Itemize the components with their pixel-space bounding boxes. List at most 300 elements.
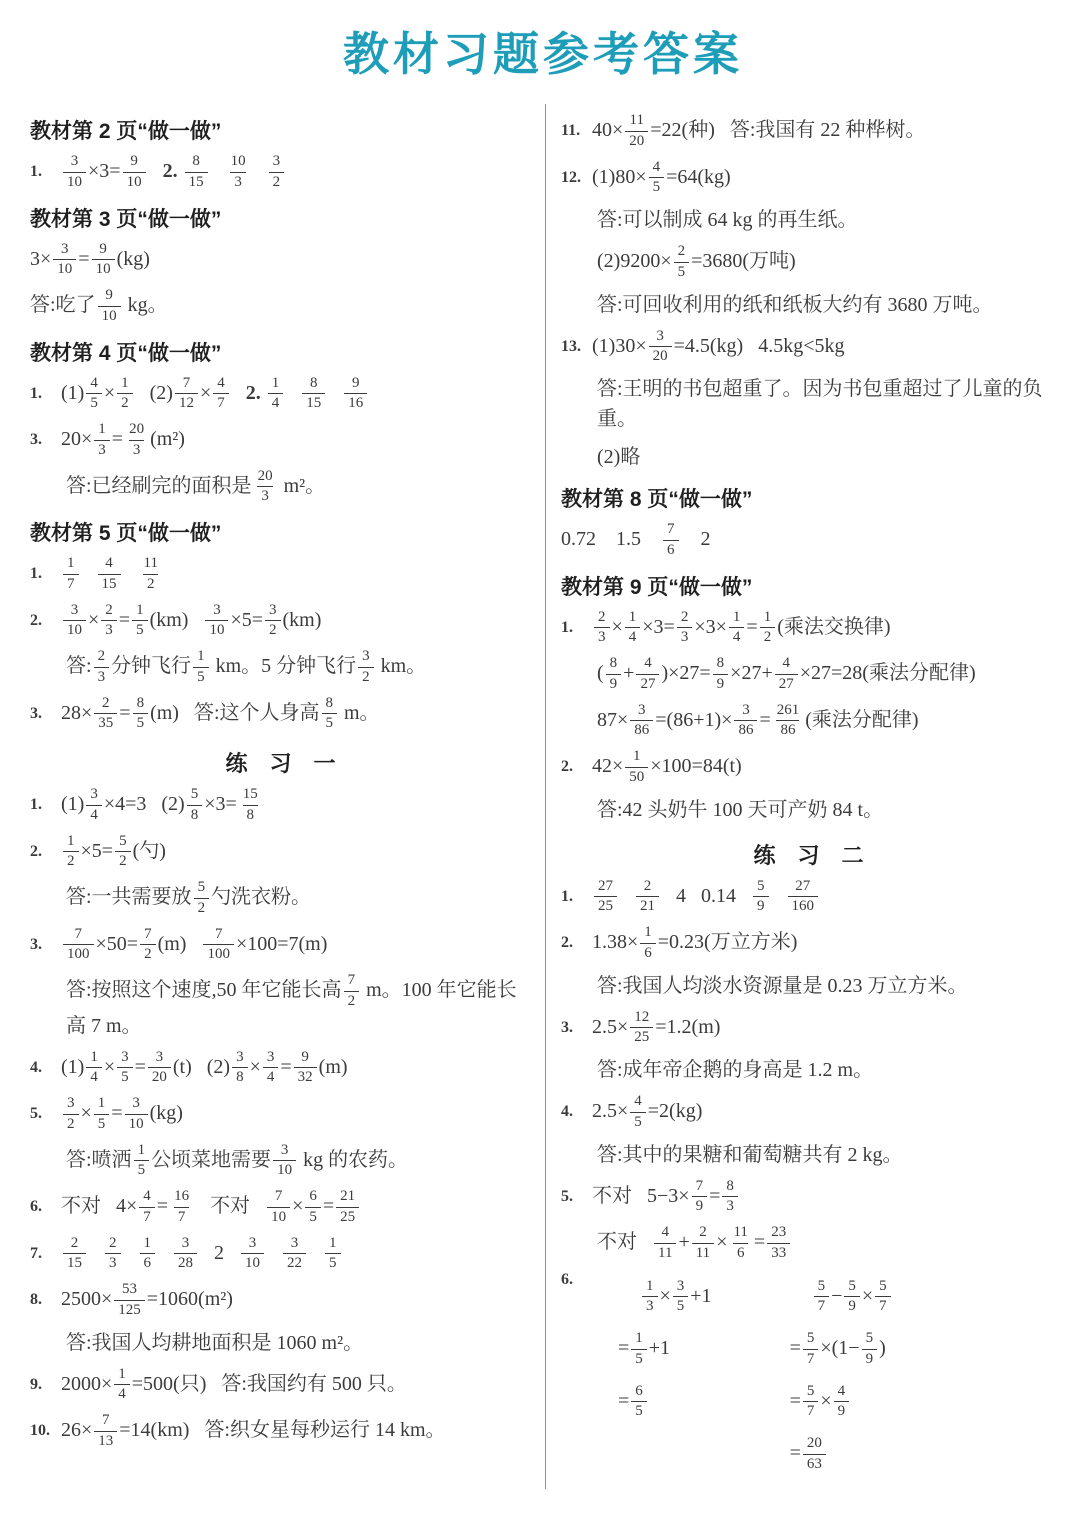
fraction-denominator: 2 <box>63 851 79 870</box>
fraction-numerator: 3 <box>290 1234 299 1251</box>
fraction-numerator: 3 <box>638 701 646 718</box>
numbered-line <box>561 924 1056 963</box>
item-number: 1. <box>561 618 573 636</box>
section-heading: 教材第 2 页“做一做” <box>30 120 222 143</box>
fraction <box>625 113 648 150</box>
line-content: 26× $\frac{7}{13}$ =14(km) 答:织女星每秒运行 14 km。 <box>61 1412 446 1449</box>
fraction <box>814 1279 830 1316</box>
fraction-numerator: 7 <box>274 1188 283 1204</box>
fraction <box>788 879 819 916</box>
fraction-numerator: 8 <box>136 694 145 711</box>
fraction-numerator: 1 <box>118 1365 126 1382</box>
fraction-denominator: 2 <box>117 393 133 412</box>
fraction-denominator: 10 <box>241 1253 264 1272</box>
line-content: 1.38× $\frac{1}{6}$ =0.23(万立方米) <box>592 924 798 961</box>
fraction-numerator: 3 <box>121 1048 129 1065</box>
fraction-denominator: 22 <box>283 1253 306 1272</box>
fraction-denominator: 33 <box>767 1243 790 1262</box>
fraction-numerator: 5 <box>190 786 199 802</box>
fraction-denominator: 9 <box>844 1296 860 1315</box>
fraction <box>322 696 338 733</box>
fraction-denominator: 3 <box>230 172 246 191</box>
fraction <box>175 376 198 413</box>
fraction <box>268 376 284 413</box>
fraction-numerator: 7 <box>182 374 191 391</box>
fraction-numerator: 2 <box>97 648 106 664</box>
fraction-denominator: 100 <box>63 944 94 963</box>
fraction-numerator: 20 <box>806 1435 822 1451</box>
work-line: = $\frac{6}{5}$ <box>618 1383 712 1422</box>
fraction <box>94 422 110 459</box>
fraction-denominator: 7 <box>803 1401 819 1420</box>
fraction-denominator: 4 <box>86 1067 102 1086</box>
line-content: $\frac{27}{25}$ $\frac{2}{21}$ 4 0.14 $\frac{5}{9}$ $\frac{27}{160}$ <box>592 878 1056 917</box>
numbered-line <box>561 1178 1056 1217</box>
fraction-numerator: 1 <box>628 608 637 625</box>
fraction-numerator: 3 <box>280 1141 289 1158</box>
fraction-numerator: 2 <box>643 877 652 894</box>
fraction-denominator: 5 <box>322 713 338 732</box>
line-content: 答:按照这个速度,50 年它能长高 $\frac{7}{2}$ m。100 年它能长高 7 m。 <box>66 972 517 1037</box>
fraction <box>325 1236 341 1273</box>
work-line: = $\frac{5}{7}$ × $\frac{4}{9}$ <box>790 1383 893 1422</box>
item-number: 12. <box>561 168 581 186</box>
fraction-numerator: 1 <box>197 648 205 664</box>
fraction <box>86 1050 102 1087</box>
numbered-line <box>561 878 1056 917</box>
fraction-numerator: 7 <box>74 925 82 942</box>
fraction-denominator: 5 <box>94 1114 110 1133</box>
fraction-denominator: 10 <box>125 1114 148 1133</box>
fraction-denominator: 3 <box>94 440 110 459</box>
item-number: 9. <box>30 1375 42 1393</box>
numbered-line <box>30 695 531 734</box>
line-content <box>61 555 531 594</box>
fraction <box>673 1279 689 1316</box>
line-content: (1)30× $\frac{3}{20}$ =4.5(kg) 4.5kg<5kg <box>592 327 845 365</box>
fraction-denominator: 4 <box>729 627 745 646</box>
fraction-denominator: 6 <box>733 1243 749 1262</box>
fraction-numerator: 7 <box>347 972 356 988</box>
fraction-numerator: 1 <box>633 748 641 764</box>
fraction-denominator: 3 <box>722 1196 738 1215</box>
fraction-numerator: 1 <box>646 1277 654 1294</box>
fraction-denominator: 27 <box>636 674 659 693</box>
item-number: 2. <box>30 611 42 629</box>
fraction-numerator: 3 <box>61 240 69 257</box>
line-content: 答:王明的书包超重了。因为书包重超过了儿童的负重。 <box>597 378 1043 430</box>
fraction-numerator: 21 <box>340 1188 356 1204</box>
fraction-numerator: 8 <box>726 1177 734 1194</box>
fraction-numerator: 4 <box>90 374 98 391</box>
fraction <box>101 603 117 640</box>
fraction <box>98 288 121 325</box>
numbered-line <box>30 1188 531 1227</box>
fraction-denominator: 7 <box>213 393 229 412</box>
text-line <box>30 287 531 326</box>
numbered-line <box>30 1366 531 1405</box>
line-content: (2)9200× $\frac{2}{5}$ =3680(万吨) <box>597 243 796 280</box>
item-number: 10. <box>30 1422 50 1440</box>
fraction <box>273 1143 296 1180</box>
fraction-denominator: 2 <box>63 1114 79 1133</box>
answer-line <box>561 205 1056 235</box>
fraction-denominator: 20 <box>148 1067 171 1086</box>
fraction-numerator: 3 <box>213 601 221 618</box>
fraction <box>803 1436 826 1473</box>
fraction-denominator: 10 <box>92 259 115 278</box>
fraction <box>283 1236 306 1273</box>
fraction-denominator: 27 <box>775 674 798 693</box>
answer-line <box>561 971 1056 1001</box>
fraction-denominator: 4 <box>268 393 284 412</box>
fraction <box>625 610 641 647</box>
fraction-numerator: 5 <box>197 879 206 895</box>
fraction <box>117 1050 133 1087</box>
fraction-numerator: 53 <box>122 1281 138 1297</box>
fraction-denominator: 10 <box>205 620 228 639</box>
fraction <box>305 1189 321 1226</box>
fraction-denominator: 21 <box>636 896 659 915</box>
fraction-numerator: 3 <box>181 1234 190 1251</box>
fraction-denominator: 20 <box>649 346 672 365</box>
line-content: 2000× $\frac{1}{4}$ =500(只) 答:我国约有 500 只。 <box>61 1365 407 1403</box>
fraction-numerator: 20 <box>129 421 145 437</box>
fraction-numerator: 7 <box>214 925 223 942</box>
fraction-numerator: 23 <box>771 1224 787 1240</box>
fraction-denominator: 7 <box>814 1296 830 1315</box>
fraction <box>713 656 729 693</box>
fraction <box>692 1225 714 1262</box>
answer-line <box>561 374 1056 434</box>
line-content: 3× $\frac{3}{10}$ = $\frac{9}{10}$ (kg) <box>30 240 150 278</box>
fraction-numerator: 1 <box>329 1234 337 1251</box>
fraction-denominator: 8 <box>232 1067 248 1086</box>
fraction-denominator: 4 <box>86 805 102 824</box>
fraction <box>92 242 115 279</box>
fraction-numerator: 4 <box>634 1093 642 1109</box>
line-content: $\frac{7}{100}$ ×50= $\frac{7}{2}$ (m) $\frac{7}{100}$ ×100=7(m) <box>61 926 531 965</box>
answer-line <box>561 290 1056 320</box>
answer-line <box>30 879 531 918</box>
answer-line <box>561 795 1056 825</box>
item-number: 3. <box>30 704 42 722</box>
fraction <box>674 244 690 281</box>
fraction-denominator: 3 <box>257 486 273 505</box>
fraction <box>123 154 146 191</box>
fraction-denominator: 2 <box>760 627 776 646</box>
fraction <box>640 925 656 962</box>
fraction-denominator: 50 <box>625 767 648 786</box>
fraction-denominator: 32 <box>294 1067 317 1086</box>
line-content: 28× $\frac{2}{35}$ = $\frac{8}{5}$ (m) 答:这个人身高 $\frac{8}{5}$ m。 <box>61 694 380 732</box>
fraction-denominator: 16 <box>344 393 367 412</box>
fraction-numerator: 3 <box>272 153 281 169</box>
fraction <box>203 927 234 964</box>
fraction-denominator: 3 <box>101 620 117 639</box>
line-content: 答:可回收利用的纸和纸板大约有 3680 万吨。 <box>597 293 993 316</box>
line-content: $\frac{3}{2}$ × $\frac{1}{5}$ = $\frac{3}{10}$ (kg) <box>61 1095 531 1134</box>
fraction <box>94 696 117 733</box>
item-number-inline: 2. <box>162 159 178 182</box>
fraction <box>760 610 776 647</box>
fraction <box>734 703 757 740</box>
fraction <box>344 973 360 1010</box>
fraction-numerator: 1 <box>143 1234 151 1251</box>
fraction-numerator: 2 <box>699 1224 707 1240</box>
fraction <box>594 610 610 647</box>
fraction-numerator: 9 <box>130 153 138 169</box>
line-content: 答:可以制成 64 kg 的再生纸。 <box>597 209 858 231</box>
numbered-line <box>30 786 531 825</box>
fraction-denominator: 2 <box>140 944 156 963</box>
fraction-denominator: 2 <box>358 667 374 686</box>
fraction <box>63 603 86 640</box>
fraction-denominator: 20 <box>625 131 648 150</box>
fraction-denominator: 10 <box>267 1207 290 1226</box>
fraction-denominator: 9 <box>606 674 622 693</box>
fraction-denominator: 6 <box>140 1253 156 1272</box>
item-number: 4. <box>561 1103 573 1121</box>
fraction-numerator: 3 <box>266 1048 275 1065</box>
fraction-denominator: 86 <box>630 720 653 739</box>
fraction-denominator: 86 <box>776 720 799 739</box>
fraction-denominator: 5 <box>673 1296 689 1315</box>
work-line: $\frac{1}{3}$ × $\frac{3}{5}$ +1 <box>618 1278 712 1317</box>
fraction-numerator: 3 <box>90 786 98 802</box>
line-content: (1)80× $\frac{4}{5}$ =64(kg) <box>592 158 731 196</box>
section-heading: 教材第 5 页“做一做” <box>30 522 222 545</box>
fraction <box>63 1236 86 1273</box>
answer-line <box>30 1142 531 1181</box>
fraction-numerator: 3 <box>70 601 79 618</box>
item-number: 2. <box>561 758 573 776</box>
line-content: 2.5× $\frac{12}{25}$ =1.2(m) <box>592 1008 721 1046</box>
answer-line <box>561 1140 1056 1170</box>
fraction-denominator: 6 <box>663 540 679 559</box>
fraction <box>53 242 76 279</box>
fraction-denominator: 10 <box>273 1160 296 1179</box>
fraction-denominator: 5 <box>134 1160 150 1179</box>
fraction <box>63 834 79 871</box>
fraction-numerator: 2 <box>102 694 110 711</box>
numbered-line <box>30 1412 531 1451</box>
fraction <box>125 422 148 459</box>
answer-line <box>561 1055 1056 1085</box>
fraction <box>862 1331 878 1368</box>
fraction-denominator: 3 <box>594 627 610 646</box>
fraction-numerator: 4 <box>782 655 790 671</box>
fraction-denominator: 3 <box>94 667 110 686</box>
fraction-numerator: 9 <box>99 240 107 257</box>
page-title: 教材习题参考答案 <box>343 28 743 80</box>
fraction-numerator: 261 <box>776 701 800 718</box>
answer-line <box>30 1328 531 1358</box>
fraction <box>358 649 374 686</box>
fraction <box>630 1010 653 1047</box>
fraction <box>117 376 133 413</box>
fraction <box>642 1279 658 1316</box>
fraction-numerator: 5 <box>806 1382 815 1399</box>
fraction <box>63 1096 79 1133</box>
fraction-denominator: 3 <box>677 627 693 646</box>
fraction <box>631 1384 647 1421</box>
item-number: 6. <box>561 1270 573 1288</box>
fraction <box>86 376 102 413</box>
fraction <box>213 376 229 413</box>
line-content: 87× $\frac{3}{86}$ =(86+1)× $\frac{3}{86}$ = $\frac{261}{86}$ (乘法分配律) <box>597 701 919 739</box>
fraction-denominator: 2 <box>115 851 131 870</box>
fraction-numerator: 4 <box>837 1382 846 1399</box>
fraction-numerator: 8 <box>716 655 725 671</box>
line-content: $\frac{3}{10}$ ×3= $\frac{9}{10}$ 2. $\frac{8}{15}$ $\frac{10}{3}$ $\frac{3}{2}$ <box>61 153 531 192</box>
line-content: $\frac{3}{10}$ × $\frac{2}{3}$ = $\frac{1}{5}$ (km) $\frac{3}{10}$ ×5= $\frac{3}{2}$ (km) <box>61 602 531 641</box>
fraction-numerator: 5 <box>757 877 765 894</box>
fraction <box>265 603 281 640</box>
line-content: ( $\frac{8}{9}$ + $\frac{4}{27}$ )×27= $\frac{8}{9}$ ×27+ $\frac{4}{27}$ ×27=28(乘法分配律) <box>597 655 976 692</box>
line-content: 0.72 1.5 $\frac{7}{6}$ 2 <box>561 521 711 558</box>
fraction <box>677 610 693 647</box>
fraction-denominator: 3 <box>642 1296 658 1315</box>
numbered-line <box>30 1235 531 1274</box>
fraction <box>227 154 250 191</box>
answer-line <box>30 972 531 1041</box>
numbered-line <box>561 1009 1056 1048</box>
fraction <box>636 879 659 916</box>
fraction-numerator: 10 <box>230 153 246 169</box>
line-content: 20× $\frac{1}{3}$ = $\frac{20}{3}$ (m²) <box>61 421 185 458</box>
fraction-denominator: 5 <box>630 1112 646 1131</box>
fraction <box>630 703 653 740</box>
fraction-numerator: 7 <box>144 925 152 942</box>
fraction <box>94 649 110 686</box>
fraction <box>649 160 665 197</box>
numbered-line <box>561 748 1056 787</box>
fraction-denominator: 2 <box>265 620 281 639</box>
fraction-denominator: 7 <box>174 1207 190 1226</box>
fraction-numerator: 3 <box>236 1048 244 1065</box>
item-number: 1. <box>30 384 42 402</box>
fraction-numerator: 1 <box>97 1095 106 1111</box>
item-number: 3. <box>30 935 42 953</box>
fraction <box>105 1236 121 1273</box>
answer-line <box>561 442 1056 472</box>
text-line <box>30 241 531 280</box>
fraction <box>844 1279 860 1316</box>
fraction <box>94 1096 110 1133</box>
fraction-numerator: 1 <box>90 1048 98 1065</box>
fraction-numerator: 12 <box>634 1008 650 1025</box>
answer-line <box>561 1224 1056 1263</box>
fraction <box>722 1179 738 1216</box>
fraction <box>139 1189 155 1226</box>
fraction <box>140 556 162 593</box>
fraction-denominator: 13 <box>94 1431 117 1450</box>
fraction-numerator: 1 <box>732 608 741 625</box>
line-content: (1) $\frac{3}{4}$ ×4=3 (2) $\frac{5}{8}$ ×3= $\frac{15}{8}$ <box>61 786 531 825</box>
fraction-denominator: 5 <box>86 393 102 412</box>
item-number: 7. <box>30 1244 42 1262</box>
fraction-numerator: 16 <box>174 1188 190 1204</box>
answer-line <box>561 702 1056 741</box>
fraction <box>767 1225 790 1262</box>
fraction <box>729 1225 751 1262</box>
line-content: (2)略 <box>597 446 641 468</box>
line-content: (1) $\frac{1}{4}$ × $\frac{3}{5}$ = $\frac{3}{20}$ (t) (2) $\frac{3}{8}$ × $\frac{3}{4}$ = $\frac{9}{32}$ (m) <box>61 1048 348 1086</box>
fraction <box>729 610 745 647</box>
fraction-denominator: 5 <box>117 1067 133 1086</box>
fraction-numerator: 20 <box>257 467 273 484</box>
fraction-denominator: 6 <box>640 943 656 962</box>
numbered-line <box>30 153 531 192</box>
numbered-line <box>561 328 1056 367</box>
fraction-numerator: 6 <box>309 1188 317 1204</box>
section-heading: 教材第 8 页“做一做” <box>561 488 753 511</box>
fraction <box>336 1189 359 1226</box>
line-content: 答:一共需要放 $\frac{5}{2}$ 勺洗衣粉。 <box>66 879 312 916</box>
fraction-numerator: 8 <box>192 153 200 169</box>
work-block <box>561 1271 1056 1481</box>
fraction-denominator: 5 <box>631 1401 647 1420</box>
fraction <box>302 376 325 413</box>
fraction-denominator: 5 <box>132 620 148 639</box>
fraction <box>134 1143 150 1180</box>
fraction-denominator: 5 <box>133 713 149 732</box>
fraction-denominator: 10 <box>63 620 86 639</box>
fraction-numerator: 1 <box>121 374 129 391</box>
item-number: 8. <box>30 1291 42 1309</box>
work-line: = $\frac{1}{5}$ +1 <box>618 1330 671 1367</box>
fraction-denominator: 10 <box>123 172 146 191</box>
fraction-numerator: 8 <box>609 655 618 671</box>
item-number: 6. <box>30 1198 42 1216</box>
fraction <box>140 1236 156 1273</box>
fraction-denominator: 3 <box>129 440 145 459</box>
fraction <box>205 603 228 640</box>
fraction-denominator: 86 <box>734 720 757 739</box>
fraction <box>94 1413 117 1450</box>
fraction-numerator: 3 <box>269 601 277 618</box>
fraction-numerator: 5 <box>848 1277 856 1294</box>
fraction-denominator: 25 <box>630 1027 653 1046</box>
fraction <box>594 879 617 916</box>
numbered-line <box>561 1093 1056 1132</box>
answer-line <box>561 655 1056 694</box>
fraction-denominator: 9 <box>753 896 769 915</box>
line-content: 答:已经刷完的面积是 $\frac{20}{3}$ m²。 <box>66 467 326 505</box>
fraction-denominator: 4 <box>625 627 641 646</box>
fraction-numerator: 3 <box>155 1048 164 1065</box>
fraction <box>241 1236 264 1273</box>
fraction <box>803 1384 819 1421</box>
fraction <box>775 656 798 693</box>
fraction <box>140 927 156 964</box>
fraction-numerator: 9 <box>301 1048 309 1065</box>
line-content: 答:喷洒 $\frac{1}{5}$ 公顷菜地需要 $\frac{3}{10}$ kg 的农药。 <box>66 1141 409 1179</box>
work-line: = $\frac{20}{63}$ <box>790 1435 893 1474</box>
fraction-numerator: 7 <box>102 1412 110 1428</box>
item-number-inline: 2. <box>245 381 261 404</box>
line-content: 答: $\frac{2}{3}$ 分钟飞行 $\frac{1}{5}$ km。5 分钟飞行 $\frac{3}{2}$ km。 <box>66 648 427 685</box>
fraction-numerator: 1 <box>67 832 75 849</box>
fraction <box>269 154 285 191</box>
fraction-denominator: 8 <box>243 805 259 824</box>
numbered-line <box>561 609 1056 648</box>
line-content: 答:我国人均淡水资源量是 0.23 万立方米。 <box>597 974 968 997</box>
fraction-denominator: 7 <box>803 1349 819 1368</box>
fraction-numerator: 5 <box>817 1277 826 1294</box>
fraction-numerator: 2 <box>105 601 113 618</box>
